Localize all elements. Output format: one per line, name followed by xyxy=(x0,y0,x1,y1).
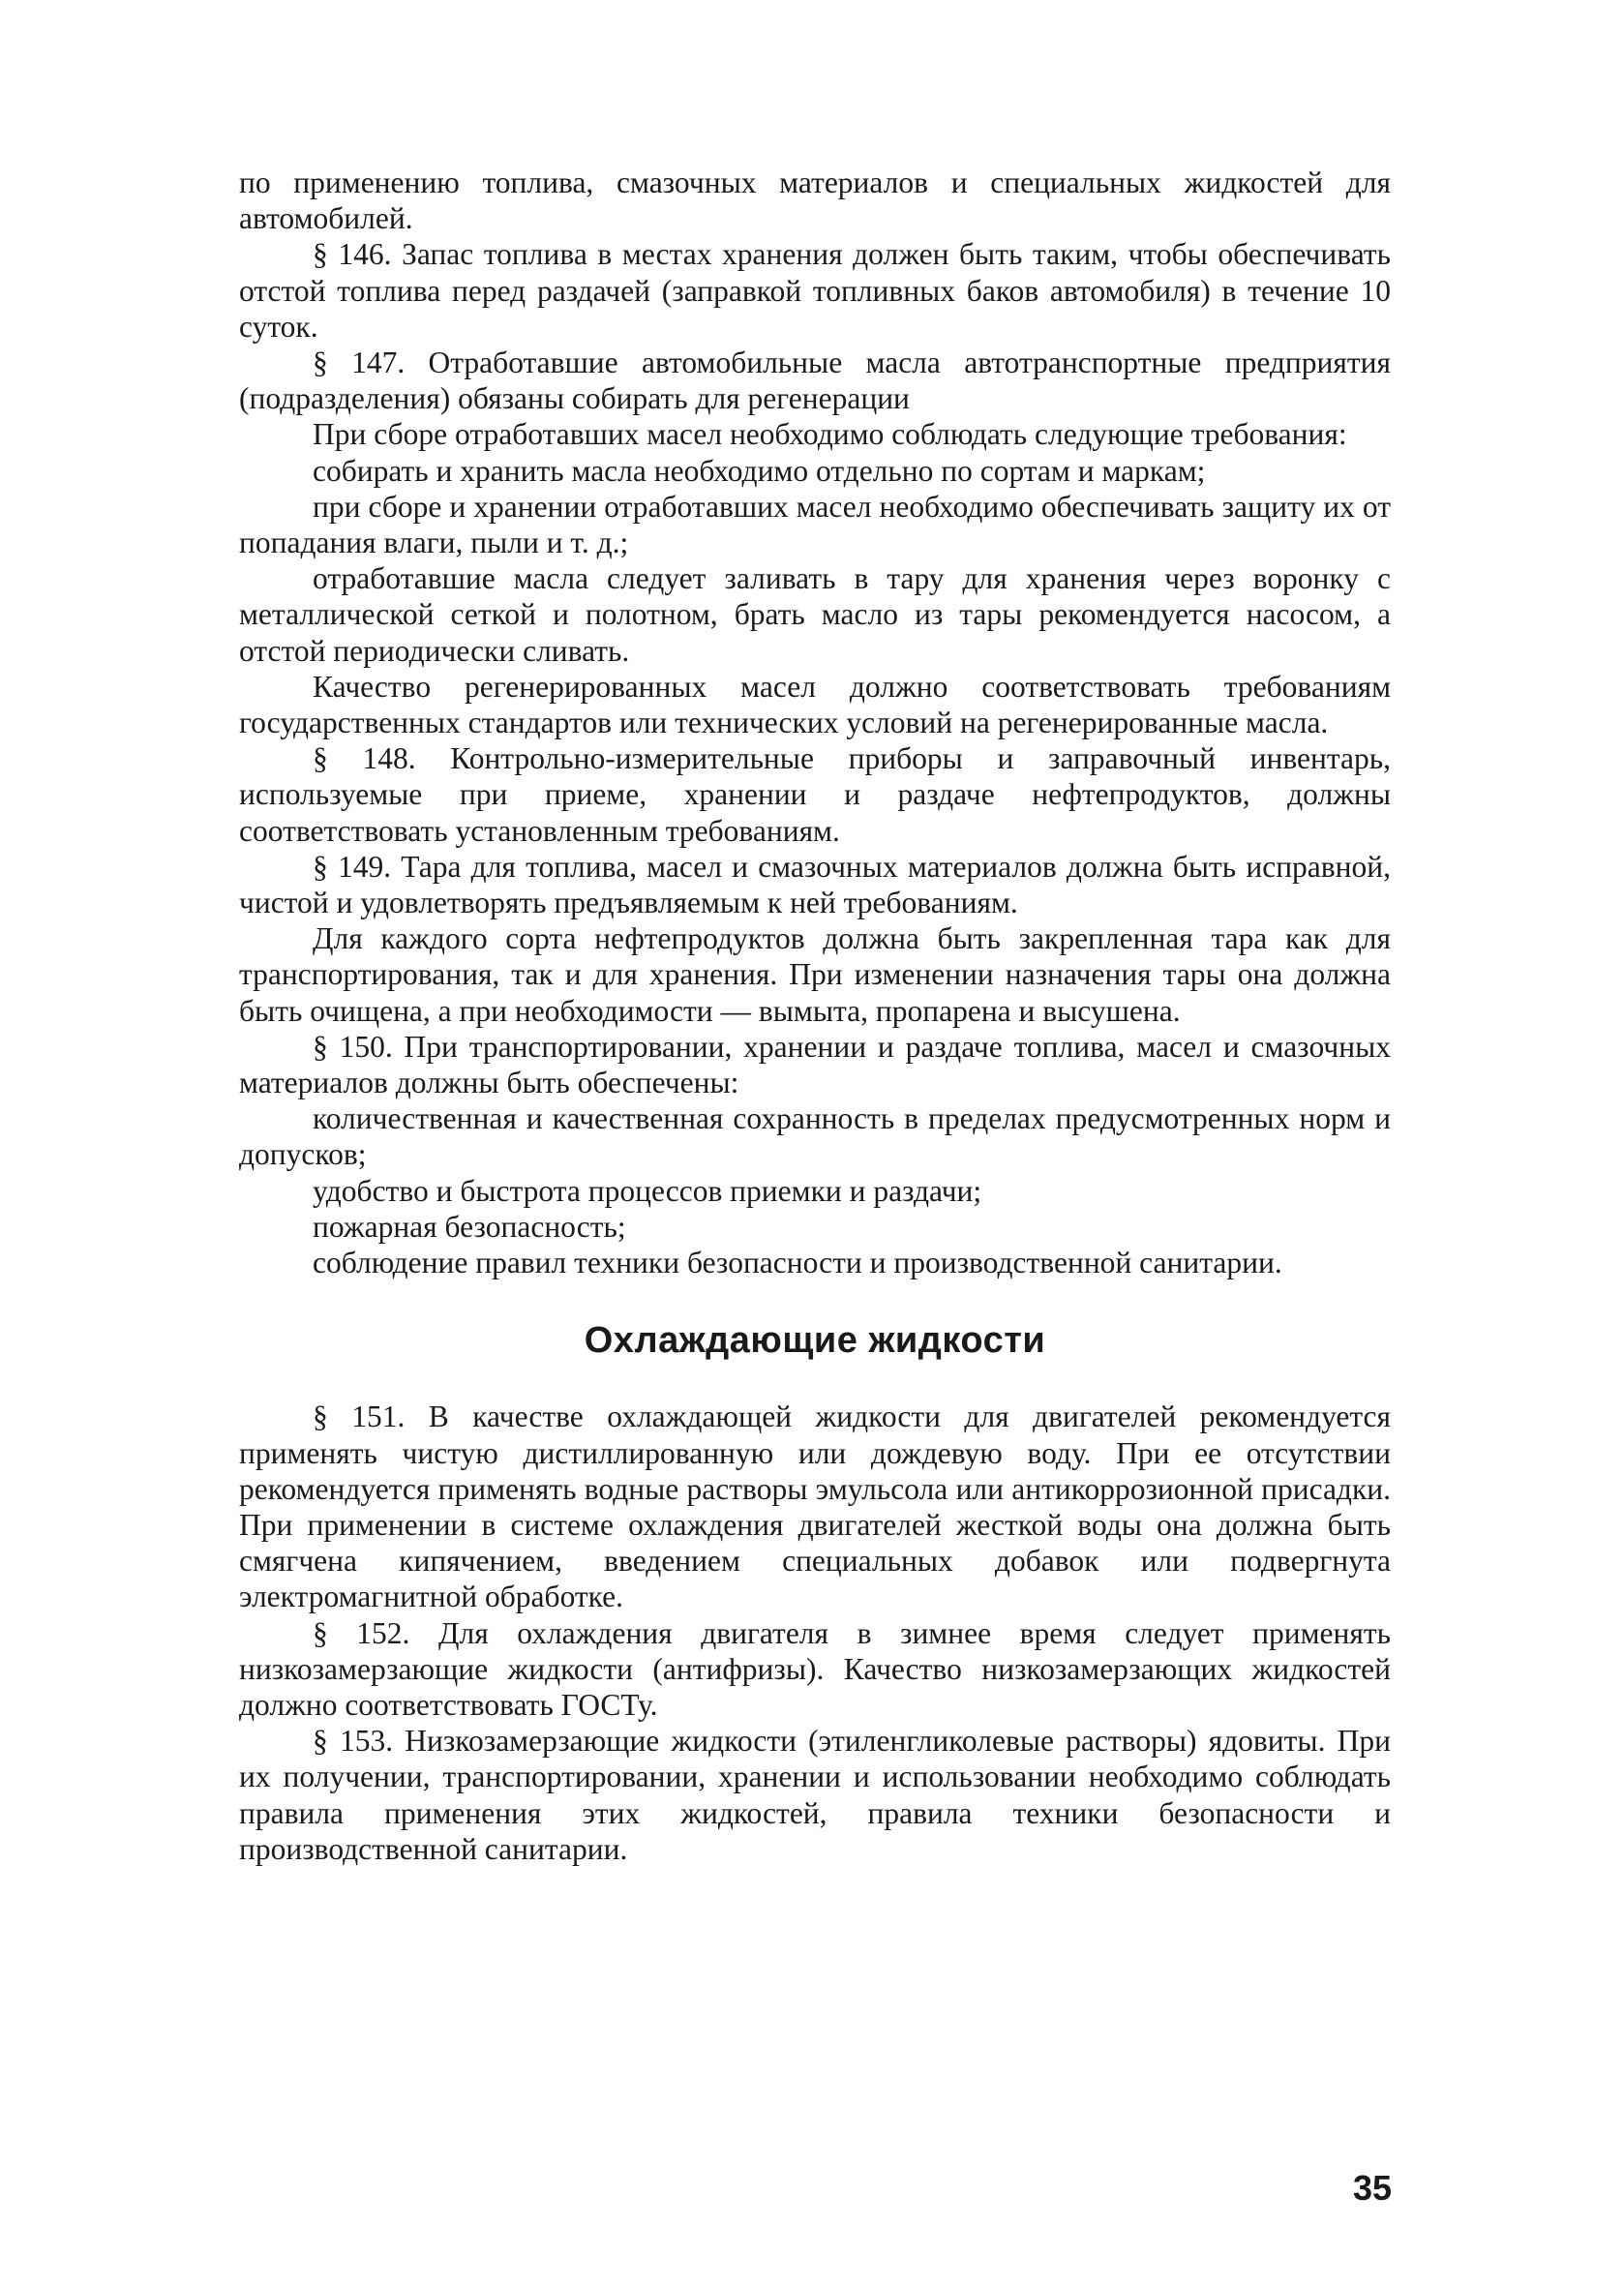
paragraph: При сборе отработавших масел необходимо соблюдать следующие требования: xyxy=(313,417,1347,452)
page-number: 35 xyxy=(1352,2168,1392,2208)
paragraph-147: § 147. Отработавшие автомобильные масла автотранспортные предприятия (подразделения) обязаны собирать для регенерации xyxy=(239,346,1391,416)
list-item: пожарная безопасность; xyxy=(313,1209,626,1244)
list-item: отработавшие масла следует заливать в тару для хранения через воронку с металлической сеткой и полотном, брать масло из тары рекомендуется насосом, а отстой периодически сливать. xyxy=(239,561,1391,668)
list-item: соблюдение правил техники безопасности и производственной санитарии. xyxy=(313,1246,1282,1280)
list-item: собирать и хранить масла необходимо отдельно по сортам и маркам; xyxy=(313,453,1206,488)
page-body xyxy=(239,165,1391,1867)
list-item: удобство и быстрота процессов приемки и раздачи; xyxy=(313,1173,982,1208)
paragraph-148: § 148. Контрольно-измерительные приборы и заправочный инвентарь, используемые при приеме, хранении и раздаче нефтепродуктов, должны соответствовать установленным требованиям. xyxy=(239,741,1391,848)
paragraph-152: § 152. Для охлаждения двигателя в зимнее время следует применять низкозамерзающие жидкости (антифризы). Качество низкозамерзающих жидкостей должно соответствовать ГОСТу. xyxy=(239,1615,1391,1722)
list-item: количественная и качественная сохранность в пределах предусмотренных норм и допусков; xyxy=(239,1101,1391,1172)
section-heading: Охлаждающие жидкости xyxy=(584,1320,1046,1362)
paragraph: Для каждого сорта нефтепродуктов должна быть закрепленная тара как для транспортирования, так и для хранения. При изменении назначения тары она должна быть очищена, а при необходимости — вымыта, пропарена и высушена. xyxy=(239,921,1391,1028)
paragraph-146: § 146. Запас топлива в местах хранения должен быть таким, чтобы обеспечивать отстой топлива перед раздачей (заправкой топливных баков автомобиля) в течение 10 суток. xyxy=(239,237,1391,344)
list-item: при сборе и хранении отработавших масел необходимо обеспечивать защиту их от попадания влаги, пыли и т. д.; xyxy=(239,489,1391,560)
paragraph: Качество регенерированных масел должно соответствовать требованиям государственных стандартов или технических условий на регенерированные масла. xyxy=(239,669,1391,740)
paragraph-151: § 151. В качестве охлаждающей жидкости для двигателей рекомендуется применять чистую дистиллированную или дождевую воду. При ее отсутствии рекомендуется применять водные растворы эмульсола или антикоррозионной присадки. При применении в системе охлаждения двигателей жесткой воды она должна быть смягчена кипячением, введением специальных добавок или подвергнута электромагнитной обработке. xyxy=(239,1399,1391,1614)
paragraph: по применению топлива, смазочных материалов и специальных жидкостей для автомобилей. xyxy=(239,166,1391,236)
paragraph-150: § 150. При транспортировании, хранении и раздаче топлива, масел и смазочных материалов должны быть обеспечены: xyxy=(239,1029,1391,1100)
paragraph-149: § 149. Тара для топлива, масел и смазочных материалов должна быть исправной, чистой и удовлетворять предъявляемым к ней требованиям. xyxy=(239,849,1391,920)
paragraph-153: § 153. Низкозамерзающие жидкости (этиленгликолевые растворы) ядовиты. При их получении, транспортировании, хранении и использовании необходимо соблюдать правила применения этих жидкостей, правила техники безопасности и производственной санитарии. xyxy=(239,1724,1391,1866)
